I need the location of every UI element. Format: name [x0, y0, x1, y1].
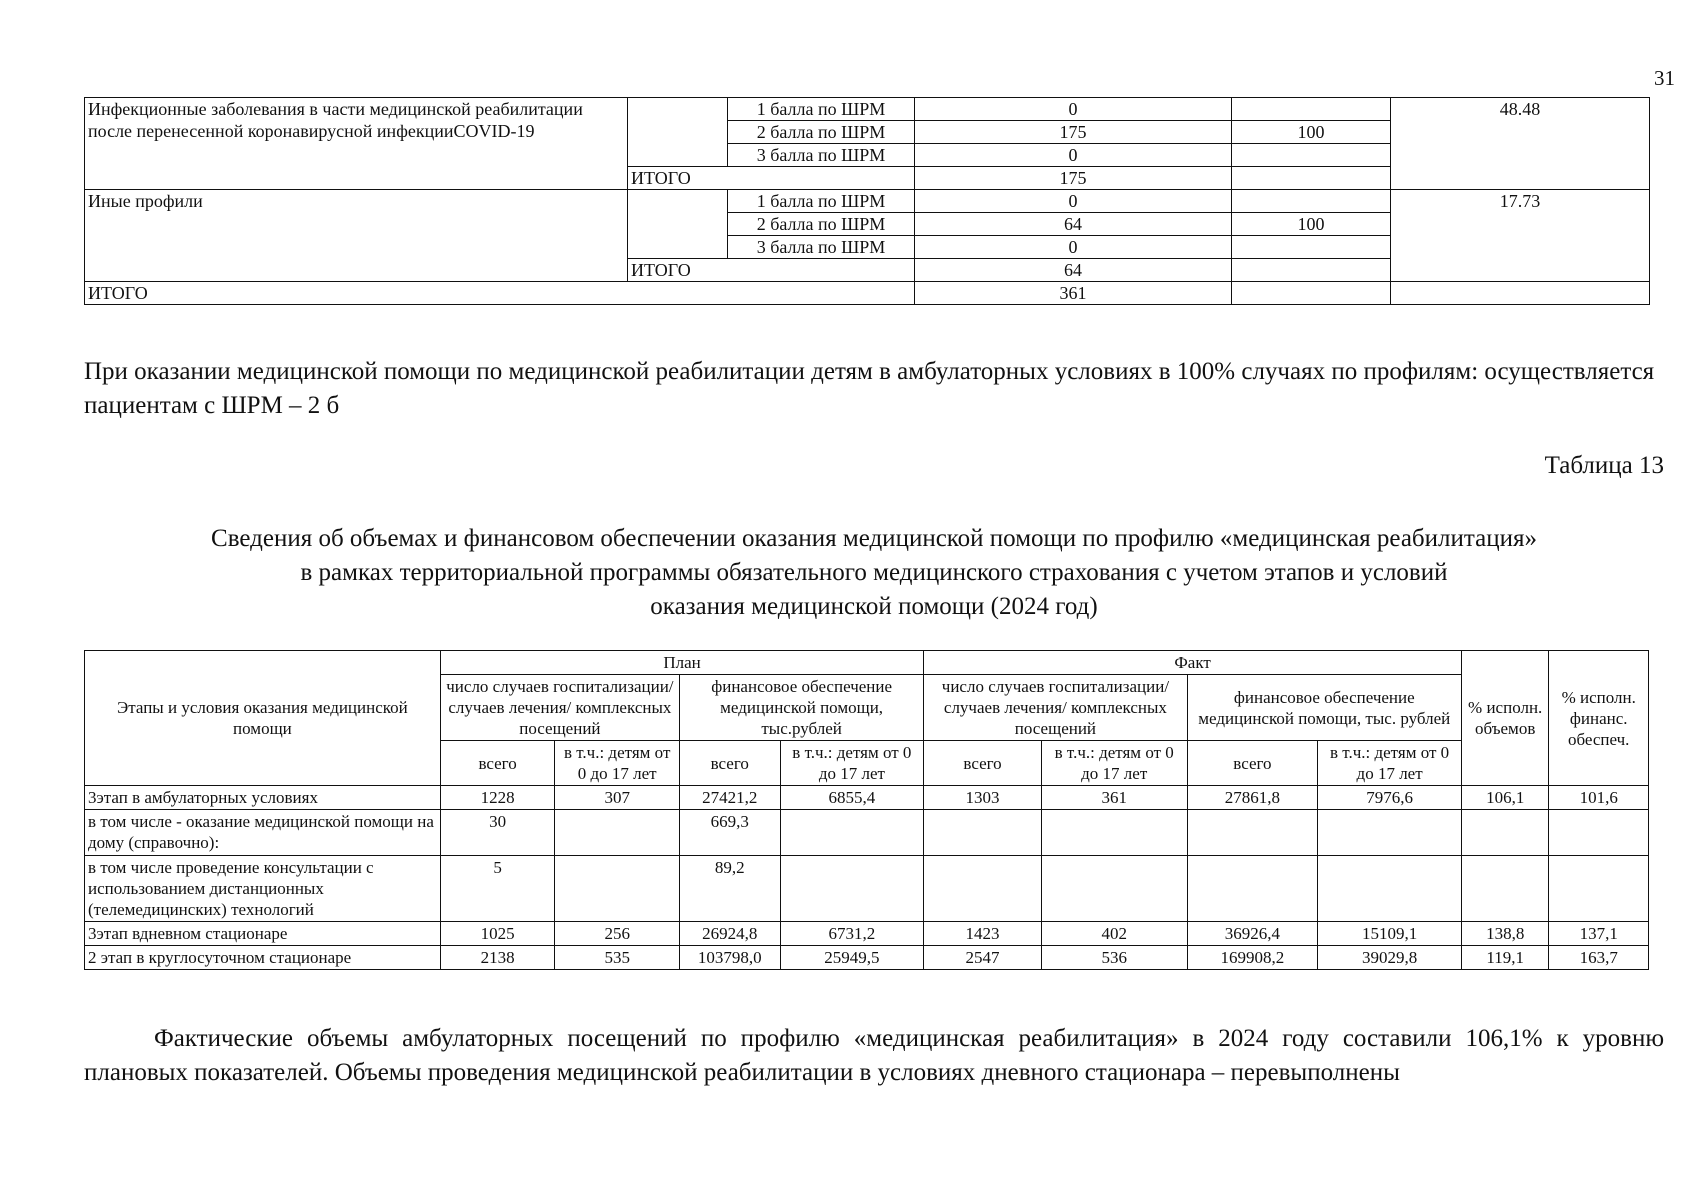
page-number: 31 — [1654, 66, 1675, 90]
count-cell: 0 — [915, 98, 1232, 121]
table-cell — [85, 167, 628, 190]
fact-finance-children: 39029,8 — [1318, 946, 1462, 970]
pct-cell — [1232, 190, 1391, 213]
fact-cases-total: 2547 — [924, 946, 1042, 970]
plan-cases-total: 2138 — [440, 946, 555, 970]
pct-volume — [1461, 856, 1548, 922]
header-children: в т.ч.: детям от 0 до 17 лет — [780, 741, 924, 786]
header-children: в т.ч.: детям от 0 до 17 лет — [1041, 741, 1187, 786]
stage-cell: 3этап в амбулаторных условиях — [85, 786, 441, 810]
score-cell: 1 балла по ШРМ — [728, 98, 915, 121]
pct-finance: 163,7 — [1549, 946, 1649, 970]
plan-cases-children: 307 — [555, 786, 680, 810]
plan-finance-children: 6731,2 — [780, 922, 924, 946]
header-cases-fact: число случаев госпитализации/ случаев лечения/ комплексных посещений — [924, 675, 1187, 741]
header-children: в т.ч.: детям от 0 до 17 лет — [1318, 741, 1462, 786]
paragraph: При оказании медицинской помощи по медицинской реабилитации детям в амбулаторных условиях в 100% случаях по профилям: осуществляется пациентам с ШРМ – 2 б — [84, 358, 1655, 419]
plan-cases-children: 256 — [555, 922, 680, 946]
header-children: в т.ч.: детям от 0 до 17 лет — [555, 741, 680, 786]
pct-volume: 138,8 — [1461, 922, 1548, 946]
score-cell: 2 балла по ШРМ — [728, 213, 915, 236]
fact-cases-children — [1041, 856, 1187, 922]
table-cell — [628, 98, 728, 167]
plan-finance-total: 669,3 — [680, 810, 781, 856]
title-line: в рамках территориальной программы обязательного медицинского страхования с учетом этапов и условий — [300, 559, 1448, 586]
fact-cases-children: 536 — [1041, 946, 1187, 970]
fact-finance-total: 169908,2 — [1187, 946, 1318, 970]
plan-finance-children: 25949,5 — [780, 946, 924, 970]
header-cases-plan: число случаев госпитализации/ случаев лечения/ комплексных посещений — [440, 675, 679, 741]
pct-cell — [1232, 236, 1391, 259]
table-cell — [1391, 282, 1650, 305]
fact-finance-total: 36926,4 — [1187, 922, 1318, 946]
share-cell: 17.73 — [1391, 190, 1650, 282]
table-row — [85, 922, 1649, 946]
plan-finance-total: 27421,2 — [680, 786, 781, 810]
table-cell — [628, 190, 728, 259]
rehab-volumes-table — [84, 650, 1649, 970]
header-finance-plan: финансовое обеспечение медицинской помощи, тыс.рублей — [680, 675, 924, 741]
subtotal-label: ИТОГО — [628, 167, 915, 190]
count-cell: 175 — [915, 121, 1232, 144]
table-header-row — [85, 651, 1649, 675]
fact-cases-total: 1423 — [924, 922, 1042, 946]
plan-finance-total: 26924,8 — [680, 922, 781, 946]
table-row — [85, 946, 1649, 970]
plan-finance-total: 103798,0 — [680, 946, 781, 970]
pct-cell: 100 — [1232, 213, 1391, 236]
pct-finance — [1549, 856, 1649, 922]
fact-finance-total — [1187, 810, 1318, 856]
subtotal-count: 64 — [915, 259, 1232, 282]
grand-total-label: ИТОГО — [85, 282, 915, 305]
table-row — [85, 98, 1650, 121]
paragraph: Фактические объемы амбулаторных посещений по профилю «медицинская реабилитация» в 2024 году составили 106,1% к уровню плановых показателей. Объемы проведения медицинской реабилитации в условиях дневного стационара – перевыполнены — [84, 1025, 1664, 1086]
plan-cases-total: 1025 — [440, 922, 555, 946]
count-cell: 64 — [915, 213, 1232, 236]
header-total: всего — [1187, 741, 1318, 786]
table-row — [85, 810, 1649, 856]
subtotal-count: 175 — [915, 167, 1232, 190]
plan-finance-total: 89,2 — [680, 856, 781, 922]
table-cell — [1232, 282, 1391, 305]
table-row — [85, 282, 1650, 305]
fact-cases-children: 361 — [1041, 786, 1187, 810]
count-cell: 0 — [915, 190, 1232, 213]
plan-finance-children — [780, 810, 924, 856]
score-cell: 2 балла по ШРМ — [728, 121, 915, 144]
pct-cell — [1232, 144, 1391, 167]
count-cell: 0 — [915, 236, 1232, 259]
table-row — [85, 786, 1649, 810]
stage-cell: 2 этап в круглосуточном стационаре — [85, 946, 441, 970]
fact-cases-total — [924, 810, 1042, 856]
header-pct-finance: % исполн. финанс. обеспеч. — [1549, 651, 1649, 786]
score-cell: 3 балла по ШРМ — [728, 144, 915, 167]
header-plan: План — [440, 651, 923, 675]
fact-finance-total: 27861,8 — [1187, 786, 1318, 810]
pct-volume — [1461, 810, 1548, 856]
pct-finance: 101,6 — [1549, 786, 1649, 810]
subtotal-label: ИТОГО — [628, 259, 915, 282]
header-total: всего — [924, 741, 1042, 786]
pct-finance: 137,1 — [1549, 922, 1649, 946]
pct-cell — [1232, 98, 1391, 121]
share-cell: 48.48 — [1391, 98, 1650, 190]
plan-finance-children: 6855,4 — [780, 786, 924, 810]
pct-cell: 100 — [1232, 121, 1391, 144]
score-cell: 3 балла по ШРМ — [728, 236, 915, 259]
fact-finance-children: 7976,6 — [1318, 786, 1462, 810]
title-line: Сведения об объемах и финансовом обеспечении оказания медицинской помощи по профилю «медицинская реабилитация» — [211, 525, 1537, 552]
plan-cases-children — [555, 856, 680, 922]
header-pct-volume: % исполн. объемов — [1461, 651, 1548, 786]
fact-cases-total: 1303 — [924, 786, 1042, 810]
pct-finance — [1549, 810, 1649, 856]
profile-name: Инфекционные заболевания в части медицинской реабилитации после перенесенной коронавирусной инфекцииCOVID-19 — [85, 98, 628, 167]
fact-cases-total — [924, 856, 1042, 922]
fact-finance-total — [1187, 856, 1318, 922]
table-row — [85, 190, 1650, 213]
plan-cases-children — [555, 810, 680, 856]
header-stage: Этапы и условия оказания медицинской помощи — [85, 651, 441, 786]
table-row — [85, 856, 1649, 922]
plan-finance-children — [780, 856, 924, 922]
fact-finance-children: 15109,1 — [1318, 922, 1462, 946]
fact-finance-children — [1318, 810, 1462, 856]
fact-cases-children: 402 — [1041, 922, 1187, 946]
rehab-profiles-table — [84, 97, 1650, 305]
table-cell — [85, 259, 628, 282]
table-title — [84, 522, 1664, 624]
fact-cases-children — [1041, 810, 1187, 856]
grand-total-count: 361 — [915, 282, 1232, 305]
plan-cases-children: 535 — [555, 946, 680, 970]
header-total: всего — [680, 741, 781, 786]
title-line: оказания медицинской помощи (2024 год) — [650, 593, 1098, 620]
table-cell — [1232, 167, 1391, 190]
profile-name: Иные профили — [85, 190, 628, 259]
table-number: Таблица 13 — [1544, 452, 1664, 479]
plan-cases-total: 30 — [440, 810, 555, 856]
plan-cases-total: 1228 — [440, 786, 555, 810]
pct-volume: 106,1 — [1461, 786, 1548, 810]
header-finance-fact: финансовое обеспечение медицинской помощи, тыс. рублей — [1187, 675, 1461, 741]
stage-cell: 3этап вдневном стационаре — [85, 922, 441, 946]
count-cell: 0 — [915, 144, 1232, 167]
stage-cell: в том числе проведение консультации с использованием дистанционных (телемедицинских) технологий — [85, 856, 441, 922]
score-cell: 1 балла по ШРМ — [728, 190, 915, 213]
table-cell — [1232, 259, 1391, 282]
fact-finance-children — [1318, 856, 1462, 922]
header-total: всего — [440, 741, 555, 786]
plan-cases-total: 5 — [440, 856, 555, 922]
stage-cell: в том числе - оказание медицинской помощи на дому (справочно): — [85, 810, 441, 856]
header-fact: Факт — [924, 651, 1462, 675]
pct-volume: 119,1 — [1461, 946, 1548, 970]
